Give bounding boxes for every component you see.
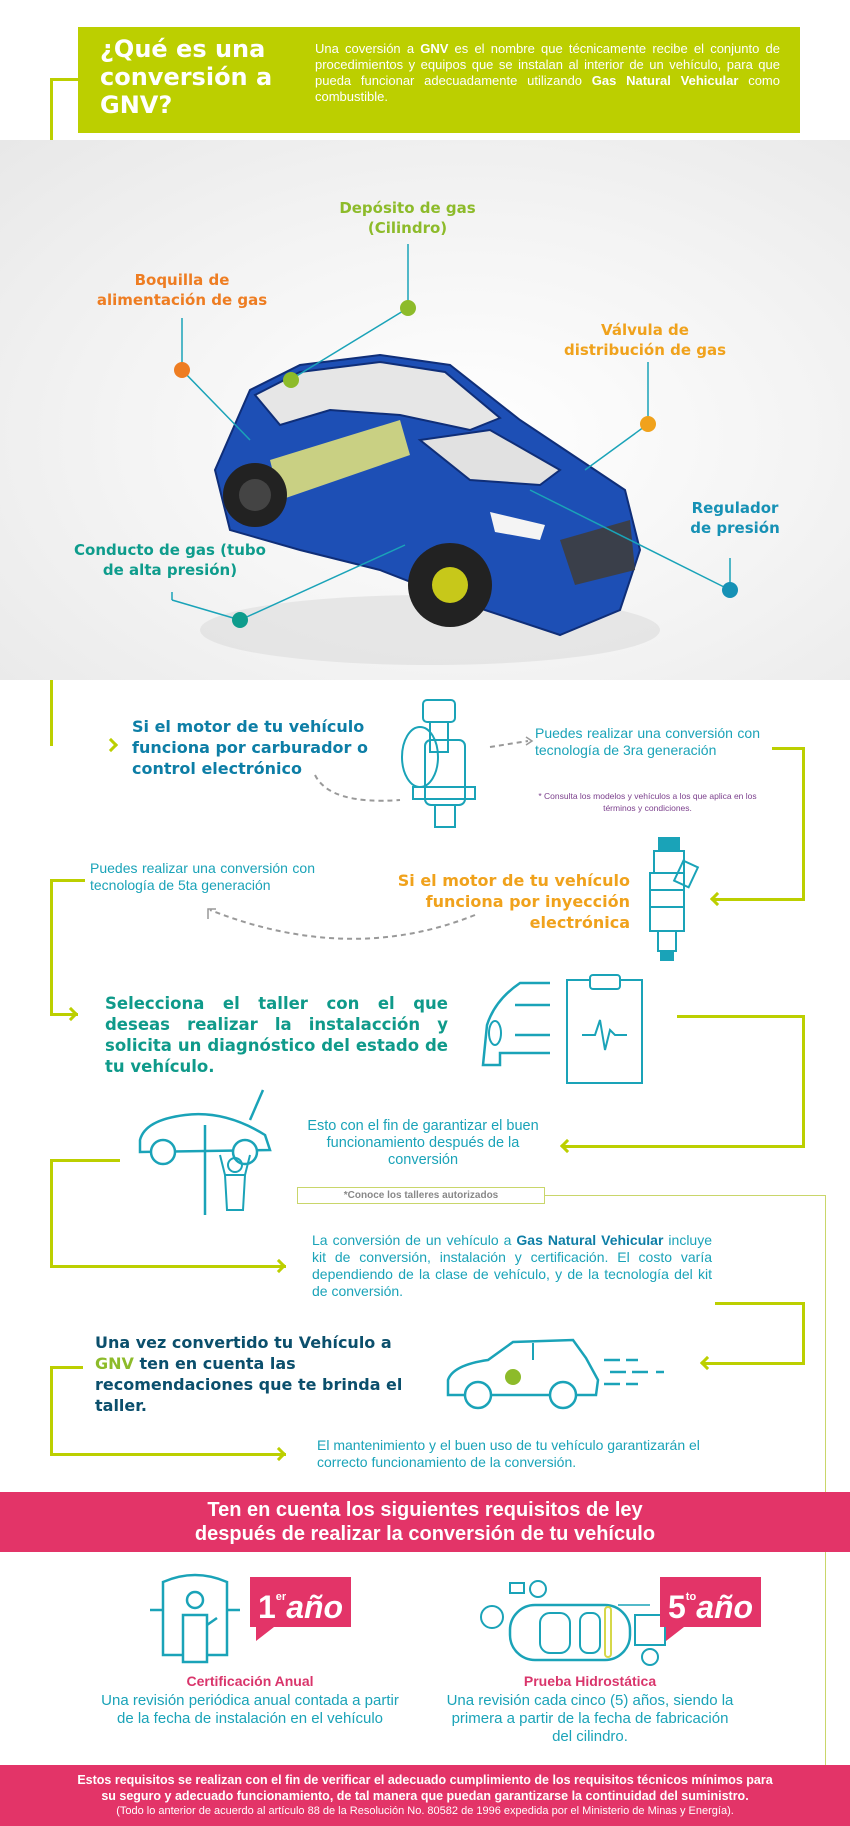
marker-valvula — [640, 416, 656, 432]
taller-note: Esto con el fin de garantizar el buen funcionamiento después de la conversión — [307, 1118, 539, 1168]
intro-banner — [78, 27, 800, 133]
flow-connector — [802, 747, 805, 900]
arrow-right-icon — [104, 738, 118, 752]
arrow-left-icon — [710, 892, 724, 906]
year-badge-5: $5^{to}año$ — [660, 1577, 761, 1627]
inyeccion-result: Puedes realizar una conversión con tecnología de 5ta generación — [90, 860, 315, 893]
marker-deposito — [400, 300, 416, 316]
taller-heading: Selecciona el taller con el que deseas realizar la instalacción y solicita un diagnóstico del estado de tu vehículo. — [105, 994, 448, 1076]
flow-connector — [545, 1195, 826, 1196]
carburador-note: * Consulta los modelos y vehículos a los que aplica en los términos y condiciones. — [538, 791, 757, 813]
car-diagram — [0, 140, 850, 680]
page-title: ¿Qué es una conversión a GNV? — [100, 35, 273, 119]
speech-bubble-tail — [666, 1627, 684, 1641]
marker-boquilla — [174, 362, 190, 378]
flow-connector — [50, 879, 85, 882]
flow-connector — [702, 1362, 805, 1365]
year-badge-1: 1eraño — [250, 1577, 351, 1627]
flow-connector — [50, 1366, 83, 1369]
arrow-right-icon — [272, 1447, 286, 1461]
mantenimiento-text: El mantenimiento y el buen uso de tu vehículo garantizarán el correcto funcionamiento de la conversión. — [317, 1437, 700, 1470]
flow-connector — [50, 1453, 286, 1456]
flow-connector — [712, 898, 805, 901]
hydrostatic-test-car-icon — [480, 1575, 670, 1670]
requirements-heading: Ten en cuenta los siguientes requisitos de ley después de realizar la conversión de tu vehículo — [0, 1492, 850, 1552]
carburador-result: Puedes realizar una conversión con tecnología de 3ra generación — [535, 725, 760, 758]
flow-connector — [50, 1159, 53, 1268]
flow-connector — [772, 747, 805, 750]
flow-connector — [50, 1159, 120, 1162]
requirement-title: Prueba Hidrostática — [523, 1673, 657, 1689]
dashed-arrow — [310, 730, 430, 810]
intro-description: Una coversión a GNV es el nombre que técnicamente recibe el conjunto de procedimientos y equipos que se instalan al interior de un vehículo, para que pueda funcionar adecuadamente utilizando Gas Natural Vehicular como combustible. — [315, 41, 780, 104]
flow-connector — [715, 1302, 805, 1305]
flow-connector — [50, 879, 53, 1016]
label-conducto: Conducto de gas (tubo de alta presión) — [74, 541, 266, 579]
dashed-arrow — [200, 905, 490, 985]
marker-deposito-inner — [283, 372, 299, 388]
label-regulador: Regulador de presión — [690, 499, 780, 537]
flow-connector — [50, 1366, 53, 1456]
dashed-arrow — [490, 735, 540, 755]
convertido-heading: Una vez convertido tu Vehículo a GNV ten en cuenta las recomendaciones que te brinda el taller. — [95, 1333, 403, 1415]
label-boquilla: Boquilla de alimentación de gas — [96, 271, 268, 309]
car-diagnostic-icon — [475, 975, 645, 1085]
arrow-left-icon — [560, 1139, 574, 1153]
arrow-right-icon — [64, 1007, 78, 1021]
certification-person-car-icon — [145, 1570, 245, 1665]
flow-connector — [50, 78, 80, 81]
flow-connector — [802, 1015, 805, 1147]
flow-connector — [562, 1145, 805, 1148]
carburador-heading: Si el motor de tu vehículo funciona por carburador o control electrónico — [132, 717, 368, 778]
flow-connector — [50, 1265, 286, 1268]
requirements-footer: Estos requisitos se realizan con el fin de verificar el adecuado cumplimiento de los requisitos técnicos mínimos para su seguro y adecuado funcionamiento, de tal manera que puedan garantizarse la continuidad del suministro. (Todo lo anterior de acuerdo al artículo 88 de la Resolución No. 80582 de 1996 expedida por el Ministerio de Minas y Energía). — [0, 1765, 850, 1826]
mechanic-lift-icon — [135, 1090, 275, 1220]
marker-conducto — [232, 612, 248, 628]
injector-icon — [640, 835, 700, 965]
eco-car-icon — [438, 1340, 678, 1410]
talleres-autorizados-link[interactable]: *Conoce los talleres autorizados — [297, 1187, 545, 1204]
flow-connector — [802, 1302, 805, 1365]
requirement-text: Una revisión periódica anual contada a partir de la fecha de instalación en el vehículo — [101, 1692, 399, 1727]
requirement-text: Una revisión cada cinco (5) años, siendo la primera a partir de la fecha de fabricación del cilindro. — [446, 1692, 734, 1745]
leader-lines — [0, 140, 850, 680]
label-valvula: Válvula de distribución de gas — [563, 321, 727, 359]
arrow-right-icon — [272, 1259, 286, 1273]
label-deposito: Depósito de gas (Cilindro) — [339, 199, 476, 237]
arrow-left-icon — [700, 1356, 714, 1370]
costo-description: La conversión de un vehículo a Gas Natural Vehicular incluye kit de conversión, instalación y certificación. El costo varía dependiendo de la clase de vehículo, y de la tecnología del kit de conversión. — [312, 1232, 712, 1299]
flow-connector — [677, 1015, 805, 1018]
marker-regulador — [722, 582, 738, 598]
speech-bubble-tail — [256, 1627, 274, 1641]
inyeccion-heading: Si el motor de tu vehículo funciona por inyección electrónica — [397, 871, 630, 932]
requirement-title: Certificación Anual — [186, 1673, 314, 1689]
